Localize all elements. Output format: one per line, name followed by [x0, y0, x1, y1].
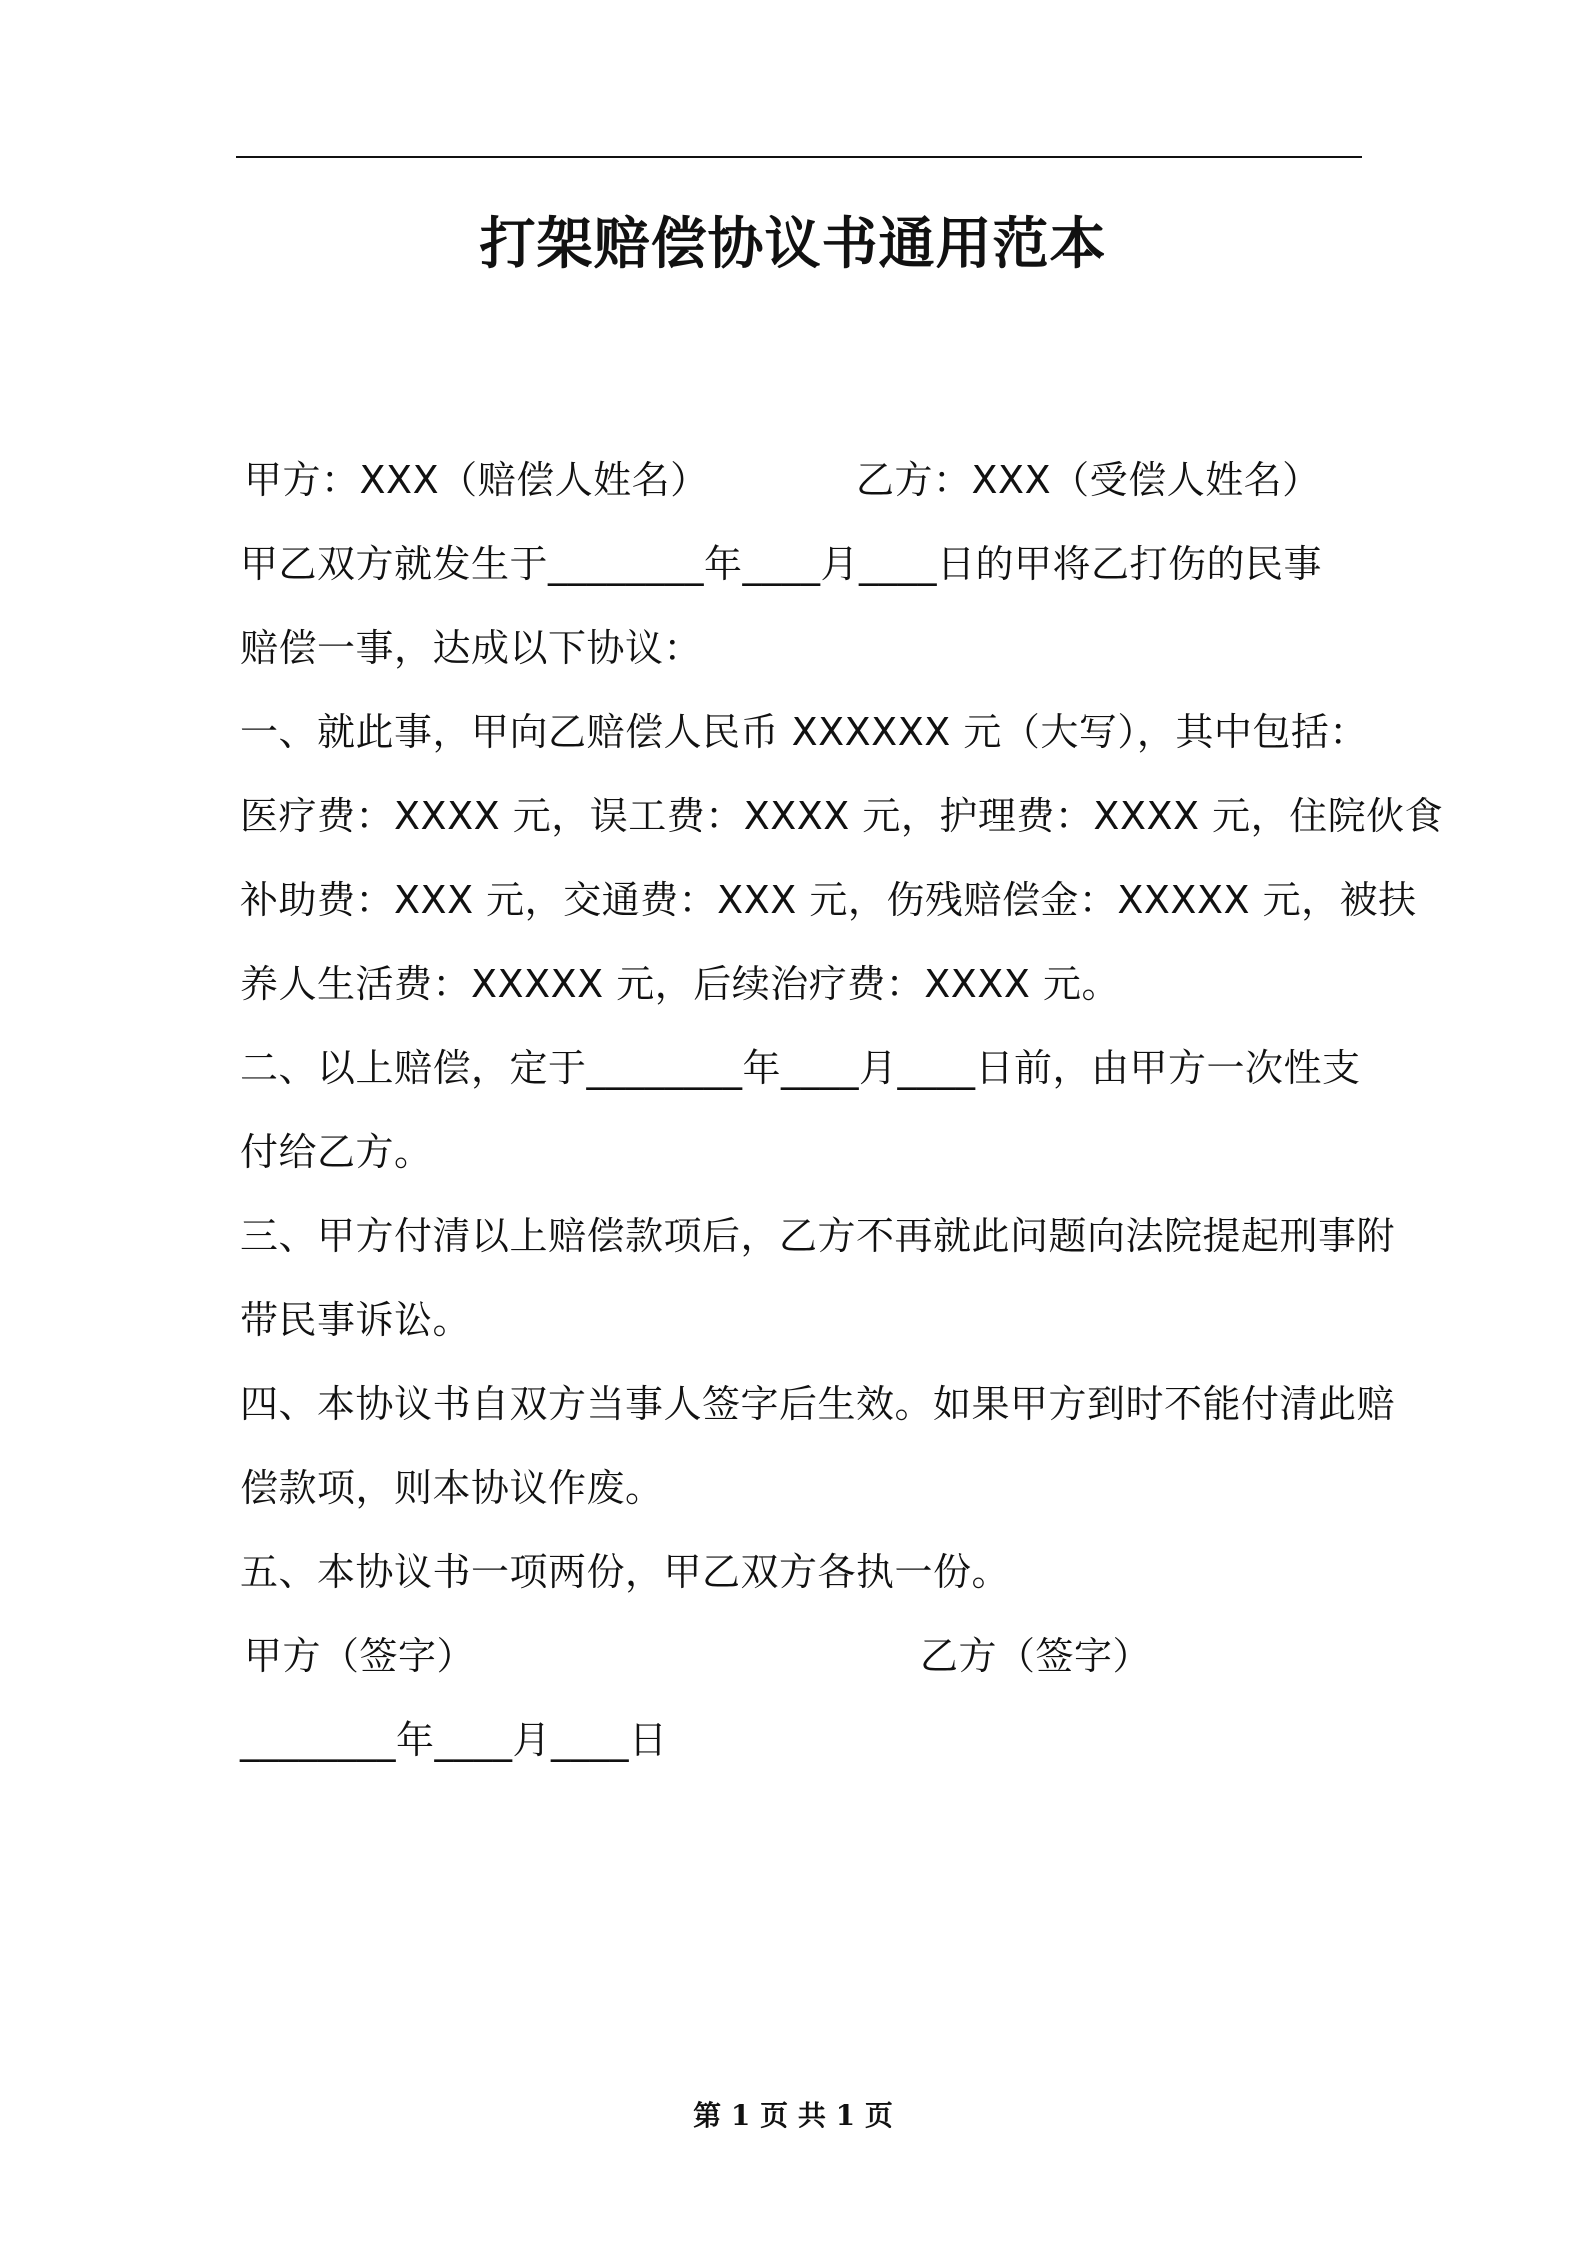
party-a-signature-label: 甲方（签字）: [244, 1634, 476, 1678]
clause-4-line-2: 偿款项，则本协议作废。: [240, 1466, 664, 1510]
clause-5-line-1: 五、本协议书一项两份，甲乙双方各执一份。: [240, 1550, 1011, 1594]
party-b-label: 乙方：XXX（受偿人姓名）: [856, 458, 1321, 502]
clause-2-line-1: 二、以上赔偿，定于________年____月____日前，由甲方一次性支: [240, 1046, 1361, 1090]
clause-3-line-2: 带民事诉讼。: [240, 1298, 472, 1342]
header-rule: [236, 156, 1362, 158]
body-line-1: 甲乙双方就发生于________年____月____日的甲将乙打伤的民事: [240, 542, 1323, 586]
clause-4-line-1: 四、本协议书自双方当事人签字后生效。如果甲方到时不能付清此赔: [240, 1382, 1396, 1426]
signature-row: [0, 1626, 1586, 1686]
clause-1-line-4: 养人生活费：XXXXX 元，后续治疗费：XXXX 元。: [240, 962, 1120, 1006]
clause-2-line-2: 付给乙方。: [240, 1130, 433, 1174]
parties-row: [0, 450, 1586, 510]
clause-1-line-2: 医疗费：XXXX 元，误工费：XXXX 元，护理费：XXXX 元，住院伙食: [240, 794, 1444, 838]
body-line-2: 赔偿一事，达成以下协议：: [240, 626, 703, 670]
document-title: 打架赔偿协议书通用范本: [479, 212, 1107, 277]
date-line: ________年____月____日: [240, 1718, 668, 1762]
page-footer: 第 1 页 共 1 页: [693, 2099, 893, 2132]
clause-1-line-3: 补助费：XXX 元，交通费：XXX 元，伤残赔偿金：XXXXX 元，被扶: [240, 878, 1417, 922]
party-a-label: 甲方：XXX（赔偿人姓名）: [244, 458, 709, 502]
clause-1-line-1: 一、就此事，甲向乙赔偿人民币 XXXXXX 元（大写），其中包括：: [240, 710, 1368, 754]
party-b-signature-label: 乙方（签字）: [920, 1634, 1152, 1678]
clause-3-line-1: 三、甲方付清以上赔偿款项后，乙方不再就此问题向法院提起刑事附: [240, 1214, 1396, 1258]
